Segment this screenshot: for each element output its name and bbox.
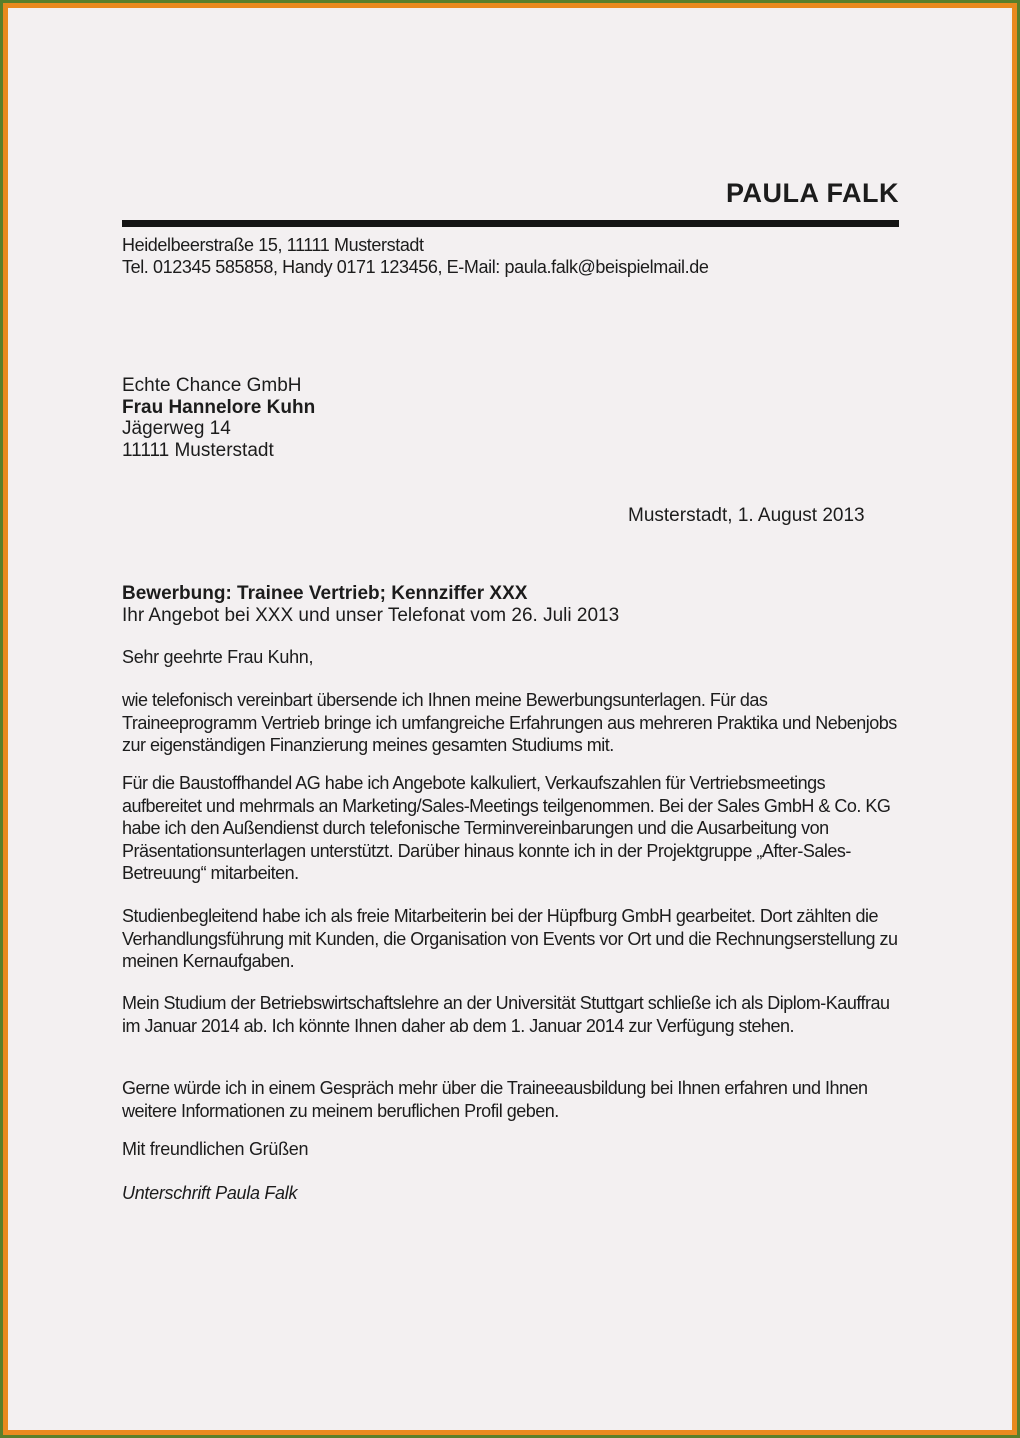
letter-page-inner-frame [3, 3, 1017, 1435]
sender-address-line1: Heidelbeerstraße 15, 11111 Musterstadt [122, 235, 424, 255]
date-line: Musterstadt, 1. August 2013 [628, 505, 865, 526]
body-paragraph-1: wie telefonisch vereinbart übersende ich Ihnen meine Bewerbungsunterlagen. Für das Traineeprogramm Vertrieb bringe ich umfangreiche Erfahrungen aus mehreren Praktika und Nebenjobs zur eigenständigen Finanzierung meines gesamten Studiums mit. [122, 690, 897, 755]
header-rule [122, 220, 899, 227]
body-paragraph-5: Gerne würde ich in einem Gespräch mehr über die Traineeausbildung bei Ihnen erfahren und Ihnen weitere Informationen zu meinem beruflichen Profil geben. [122, 1078, 868, 1121]
body-paragraph-3: Studienbegleitend habe ich als freie Mitarbeiterin bei der Hüpfburg GmbH gearbeitet. Dort zählten die Verhandlungsführung mit Kunden, die Organisation von Events vor Ort und die Rechnungserstellung zu meinen Kernaufgaben. [122, 906, 898, 971]
subject-line: Bewerbung: Trainee Vertrieb; Kennziffer XXX [122, 583, 528, 604]
recipient-company: Echte Chance GmbH [122, 375, 302, 396]
subject-block [122, 583, 822, 627]
recipient-city: 11111 Musterstadt [122, 439, 274, 461]
letter-content [8, 8, 1012, 1430]
body-paragraph-2: Für die Baustoffhandel AG habe ich Angebote kalkuliert, Verkaufszahlen für Vertriebsmeetings aufbereitet und mehrmals an Marketing/Sales-Meetings teilgenommen. Bei der Sales GmbH & Co. KG habe ich den Außendienst durch telefonische Terminvereinbarungen und die Ausarbeitung von Präsentationsunterlagen unterstützt. Darüber hinaus konnte ich in der Projektgruppe „After-Sales-Betreuung“ mitarbeiten. [122, 773, 891, 883]
subject-reference-line: Ihr Angebot bei XXX und unser Telefonat vom 26. Juli 2013 [122, 605, 620, 626]
signature-line: Unterschrift Paula Falk [122, 1183, 298, 1203]
salutation: Sehr geehrte Frau Kuhn, [122, 647, 314, 667]
sender-name: PAULA FALK [726, 178, 899, 208]
recipient-contact: Frau Hannelore Kuhn [122, 396, 316, 418]
recipient-block [122, 375, 622, 461]
closing-formula: Mit freundlichen Grüßen [122, 1139, 309, 1159]
sender-address-line2: Tel. 012345 585858, Handy 0171 123456, E-Mail: paula.falk@beispielmail.de [122, 257, 709, 277]
body-paragraph-4: Mein Studium der Betriebswirtschaftslehre an der Universität Stuttgart schließe ich als Diplom-Kauffrau im Januar 2014 ab. Ich könnte Ihnen daher ab dem 1. Januar 2014 zur Verfügung stehen. [122, 993, 890, 1036]
sender-address-block [122, 234, 902, 278]
recipient-street: Jägerweg 14 [122, 418, 231, 439]
